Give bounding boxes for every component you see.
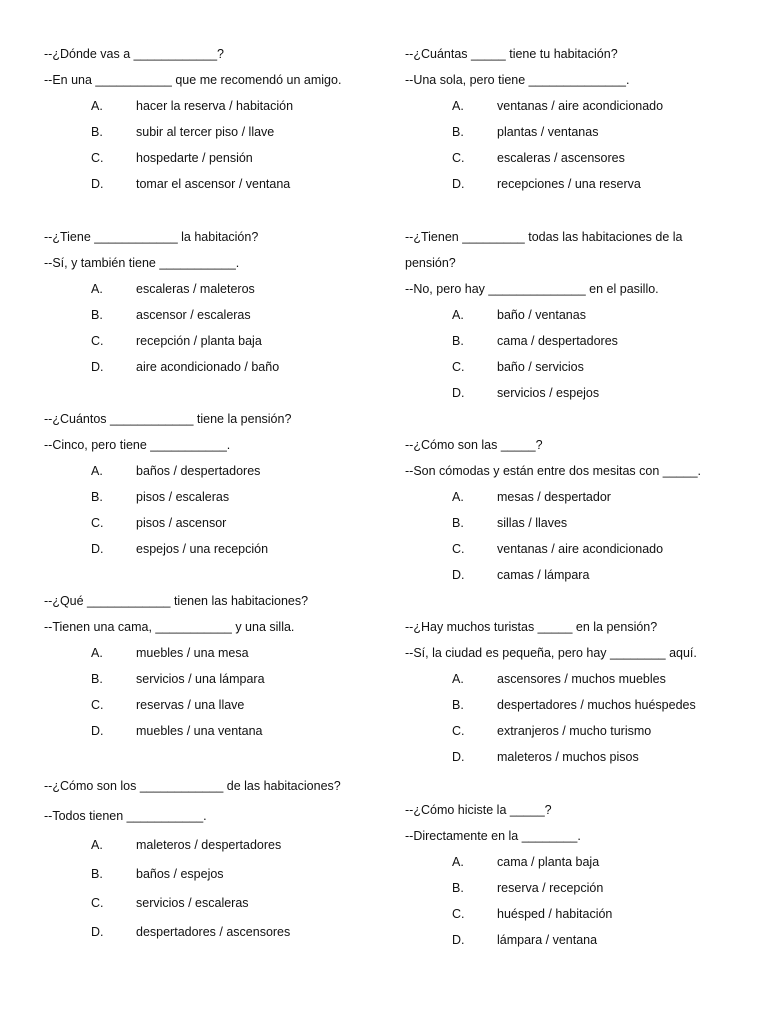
option-letter: A. (452, 490, 464, 504)
option-a (452, 854, 599, 870)
option-b (452, 333, 618, 349)
option-text: baño / servicios (497, 360, 584, 374)
option-a (91, 98, 293, 114)
option-c (452, 906, 612, 922)
option-b (91, 489, 229, 505)
option-text: maleteros / despertadores (136, 838, 282, 852)
option-letter: C. (91, 516, 104, 530)
answer-line: --Cinco, pero tiene ___________. (44, 438, 231, 452)
option-letter: C. (452, 360, 465, 374)
option-letter: D. (91, 542, 104, 556)
option-a (91, 463, 260, 479)
option-text: despertadores / muchos huéspedes (497, 698, 696, 712)
option-text: muebles / una ventana (136, 724, 263, 738)
option-c (452, 541, 663, 557)
answer-line: --Directamente en la ________. (405, 829, 581, 843)
option-letter: B. (91, 867, 103, 881)
option-text: lámpara / ventana (497, 933, 598, 947)
option-letter: B. (91, 125, 103, 139)
option-text: camas / lámpara (497, 568, 590, 582)
option-b (91, 671, 265, 687)
option-b (452, 880, 603, 896)
option-letter: A. (91, 464, 103, 478)
option-a (452, 489, 611, 505)
option-a (452, 307, 586, 323)
option-c (91, 515, 226, 531)
option-text: escaleras / maleteros (136, 282, 255, 296)
option-d (452, 749, 639, 765)
option-text: hacer la reserva / habitación (136, 99, 294, 113)
option-text: hospedarte / pensión (136, 151, 253, 165)
option-text: ventanas / aire acondicionado (497, 542, 664, 556)
option-text: pisos / ascensor (136, 516, 227, 530)
option-a (452, 98, 663, 114)
option-d (91, 359, 279, 375)
option-b (91, 307, 251, 323)
option-text: recepción / planta baja (136, 334, 262, 348)
option-letter: A. (91, 838, 103, 852)
option-letter: B. (91, 672, 103, 686)
answer-line: --Son cómodas y están entre dos mesitas con _____. (405, 464, 701, 478)
option-letter: D. (91, 177, 104, 191)
option-text: plantas / ventanas (497, 125, 599, 139)
option-letter: A. (91, 99, 103, 113)
option-text: baños / despertadores (136, 464, 261, 478)
option-b (452, 515, 567, 531)
option-a (452, 671, 666, 687)
option-a (91, 645, 249, 661)
option-text: tomar el ascensor / ventana (136, 177, 291, 191)
option-text: baños / espejos (136, 867, 224, 881)
option-b (452, 124, 598, 140)
option-letter: B. (452, 125, 464, 139)
option-letter: C. (91, 151, 104, 165)
option-a (91, 281, 255, 297)
option-d (452, 385, 599, 401)
option-c (452, 359, 584, 375)
option-d (91, 924, 290, 940)
option-letter: C. (452, 542, 465, 556)
option-letter: D. (452, 933, 465, 947)
option-c (91, 697, 244, 713)
option-text: baño / ventanas (497, 308, 586, 322)
option-c (91, 150, 253, 166)
question-line: --¿Cuántas _____ tiene tu habitación? (405, 47, 618, 61)
answer-line: --En una ___________ que me recomendó un amigo. (44, 73, 342, 87)
answer-line: --Todos tienen ___________. (44, 809, 207, 823)
option-letter: B. (452, 698, 464, 712)
option-d (91, 176, 290, 192)
question-line: --¿Hay muchos turistas _____ en la pensión? (405, 620, 658, 634)
option-d (91, 541, 268, 557)
option-letter: D. (452, 177, 465, 191)
option-a (91, 837, 281, 853)
option-text: sillas / llaves (497, 516, 568, 530)
option-c (452, 150, 625, 166)
question-line: --¿Cuántos ____________ tiene la pensión? (44, 412, 292, 426)
question-line: --¿Dónde vas a ____________? (44, 47, 224, 61)
option-letter: D. (91, 925, 104, 939)
option-text: recepciones / una reserva (497, 177, 641, 191)
answer-line: --No, pero hay ______________ en el pasillo. (405, 282, 659, 296)
answer-line: --Sí, y también tiene ___________. (44, 256, 240, 270)
option-text: servicios / espejos (497, 386, 600, 400)
option-text: cama / despertadores (497, 334, 618, 348)
option-letter: A. (91, 646, 103, 660)
option-text: cama / planta baja (497, 855, 600, 869)
option-text: ventanas / aire acondicionado (497, 99, 664, 113)
question-line: --¿Cómo hiciste la _____? (405, 803, 552, 817)
option-text: servicios / escaleras (136, 896, 249, 910)
option-letter: B. (91, 490, 103, 504)
option-letter: A. (452, 672, 464, 686)
question-line-continued: pensión? (405, 256, 456, 270)
option-text: servicios / una lámpara (136, 672, 265, 686)
option-letter: A. (91, 282, 103, 296)
question-line: --¿Cómo son las _____? (405, 438, 543, 452)
option-b (91, 124, 274, 140)
option-letter: D. (452, 386, 465, 400)
option-letter: D. (91, 724, 104, 738)
answer-line: --Sí, la ciudad es pequeña, pero hay ________ aquí. (405, 646, 697, 660)
option-b (91, 866, 224, 882)
option-text: reserva / recepción (497, 881, 604, 895)
option-text: muebles / una mesa (136, 646, 249, 660)
option-letter: A. (452, 855, 464, 869)
option-text: mesas / despertador (497, 490, 611, 504)
option-letter: C. (91, 334, 104, 348)
option-letter: A. (452, 99, 464, 113)
option-text: despertadores / ascensores (136, 925, 291, 939)
option-d (452, 932, 597, 948)
option-text: extranjeros / mucho turismo (497, 724, 652, 738)
option-c (452, 723, 651, 739)
option-c (91, 333, 262, 349)
option-text: ascensor / escaleras (136, 308, 251, 322)
answer-line: --Una sola, pero tiene ______________. (405, 73, 630, 87)
question-line: --¿Tiene ____________ la habitación? (44, 230, 259, 244)
option-d (91, 723, 262, 739)
option-letter: B. (91, 308, 103, 322)
option-text: espejos / una recepción (136, 542, 269, 556)
option-letter: D. (452, 568, 465, 582)
option-d (452, 176, 641, 192)
question-line: --¿Cómo son los ____________ de las habitaciones? (44, 779, 341, 793)
option-letter: C. (452, 907, 465, 921)
option-b (452, 697, 696, 713)
answer-line: --Tienen una cama, ___________ y una silla. (44, 620, 295, 634)
option-d (452, 567, 589, 583)
option-letter: C. (91, 896, 104, 910)
option-letter: D. (91, 360, 104, 374)
option-text: maleteros / muchos pisos (497, 750, 639, 764)
option-letter: B. (452, 881, 464, 895)
option-c (91, 895, 249, 911)
option-letter: C. (452, 151, 465, 165)
option-text: ascensores / muchos muebles (497, 672, 666, 686)
option-text: huésped / habitación (497, 907, 613, 921)
option-letter: A. (452, 308, 464, 322)
option-letter: B. (452, 334, 464, 348)
question-line: --¿Tienen _________ todas las habitaciones de la (405, 230, 683, 244)
option-text: aire acondicionado / baño (136, 360, 280, 374)
option-text: subir al tercer piso / llave (136, 125, 275, 139)
option-letter: B. (452, 516, 464, 530)
option-text: pisos / escaleras (136, 490, 230, 504)
option-letter: C. (452, 724, 465, 738)
option-text: reservas / una llave (136, 698, 245, 712)
option-letter: D. (452, 750, 465, 764)
question-line: --¿Qué ____________ tienen las habitaciones? (44, 594, 309, 608)
option-letter: C. (91, 698, 104, 712)
option-text: escaleras / ascensores (497, 151, 625, 165)
